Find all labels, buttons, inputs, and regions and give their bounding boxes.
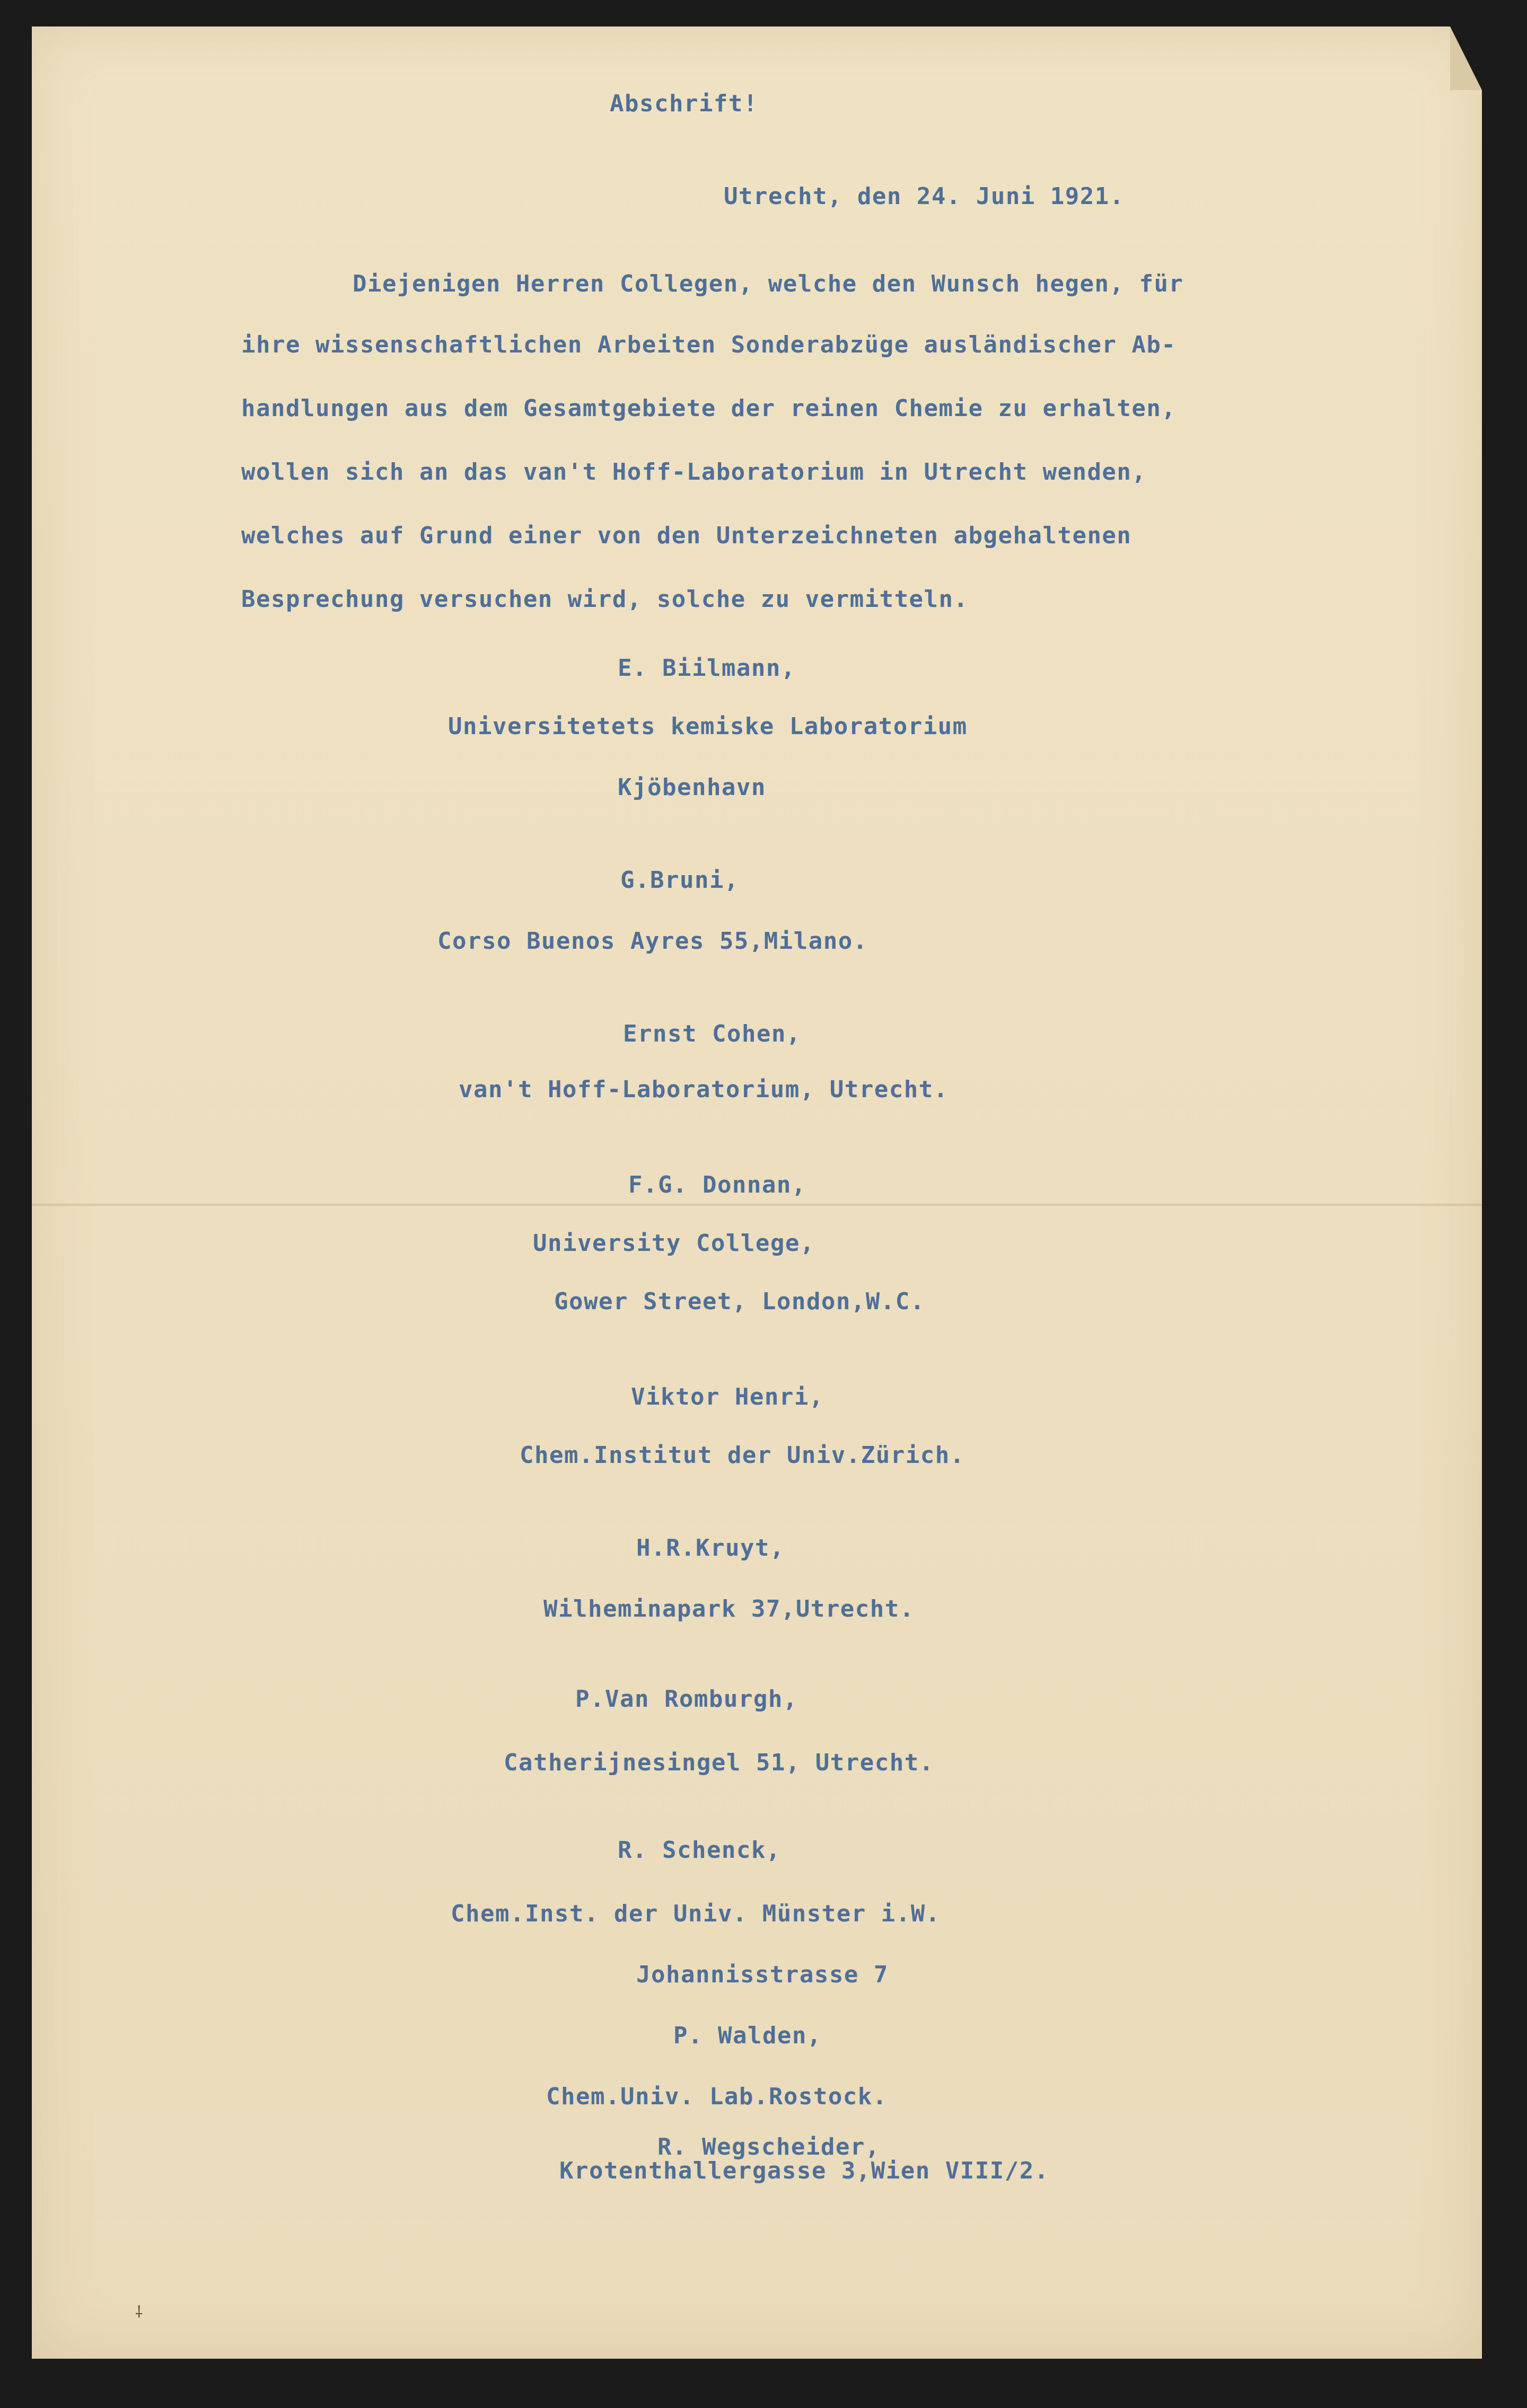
signatory-address: University College, xyxy=(533,1230,815,1257)
signatory-address: Gower Street, London,W.C. xyxy=(554,1288,925,1315)
signatory-name: G.Bruni, xyxy=(620,867,739,894)
paper-fold-line xyxy=(32,1203,1482,1206)
signatory-name: H.R.Kruyt, xyxy=(636,1534,785,1562)
signatory-name: Ernst Cohen, xyxy=(623,1020,801,1047)
signatory-name: F.G. Donnan, xyxy=(628,1171,806,1198)
margin-mark: ⸸ xyxy=(135,2303,143,2322)
signatory-address: Johannisstrasse 7 xyxy=(636,1961,889,1988)
signatory-name: R. Wegscheider, xyxy=(657,2133,880,2160)
body-line: Besprechung versuchen wird, solche zu vermitteln. xyxy=(241,586,969,613)
signatory-address: Chem.Institut der Univ.Zürich. xyxy=(520,1442,965,1469)
signatory-address: Corso Buenos Ayres 55,Milano. xyxy=(437,928,868,955)
signatory-address: Chem.Univ. Lab.Rostock. xyxy=(546,2083,888,2110)
body-line: ihre wissenschaftlichen Arbeiten Sonderabzüge ausländischer Ab- xyxy=(241,331,1177,358)
torn-corner xyxy=(1450,27,1482,90)
signatory-name: P.Van Romburgh, xyxy=(575,1686,798,1713)
document-header: Abschrift! xyxy=(610,90,758,117)
signatory-address: Universitetets kemiske Laboratorium xyxy=(448,713,968,740)
body-line: wollen sich an das van't Hoff-Laboratorium in Utrecht wenden, xyxy=(241,458,1147,486)
signatory-address: Kjöbenhavn xyxy=(618,774,766,801)
signatory-name: Viktor Henri, xyxy=(631,1383,824,1410)
body-line: welches auf Grund einer von den Unterzeichneten abgehaltenen xyxy=(241,522,1132,549)
signatory-name: R. Schenck, xyxy=(618,1837,781,1864)
signatory-address: van't Hoff-Laboratorium, Utrecht. xyxy=(459,1076,949,1103)
signatory-address: Wilheminapark 37,Utrecht. xyxy=(543,1595,915,1622)
signatory-name: P. Walden, xyxy=(673,2022,822,2049)
document-date: Utrecht, den 24. Juni 1921. xyxy=(724,183,1125,210)
signatory-address: Chem.Inst. der Univ. Münster i.W. xyxy=(451,1900,941,1927)
signatory-address: Catherijnesingel 51, Utrecht. xyxy=(504,1749,934,1776)
signatory-name: E. Biilmann, xyxy=(618,655,796,682)
body-line: handlungen aus dem Gesamtgebiete der reinen Chemie zu erhalten, xyxy=(241,395,1177,422)
signatory-address: Krotenthallergasse 3,Wien VIII/2. xyxy=(559,2157,1049,2184)
body-line: Diejenigen Herren Collegen, welche den Wunsch hegen, für xyxy=(353,270,1184,297)
